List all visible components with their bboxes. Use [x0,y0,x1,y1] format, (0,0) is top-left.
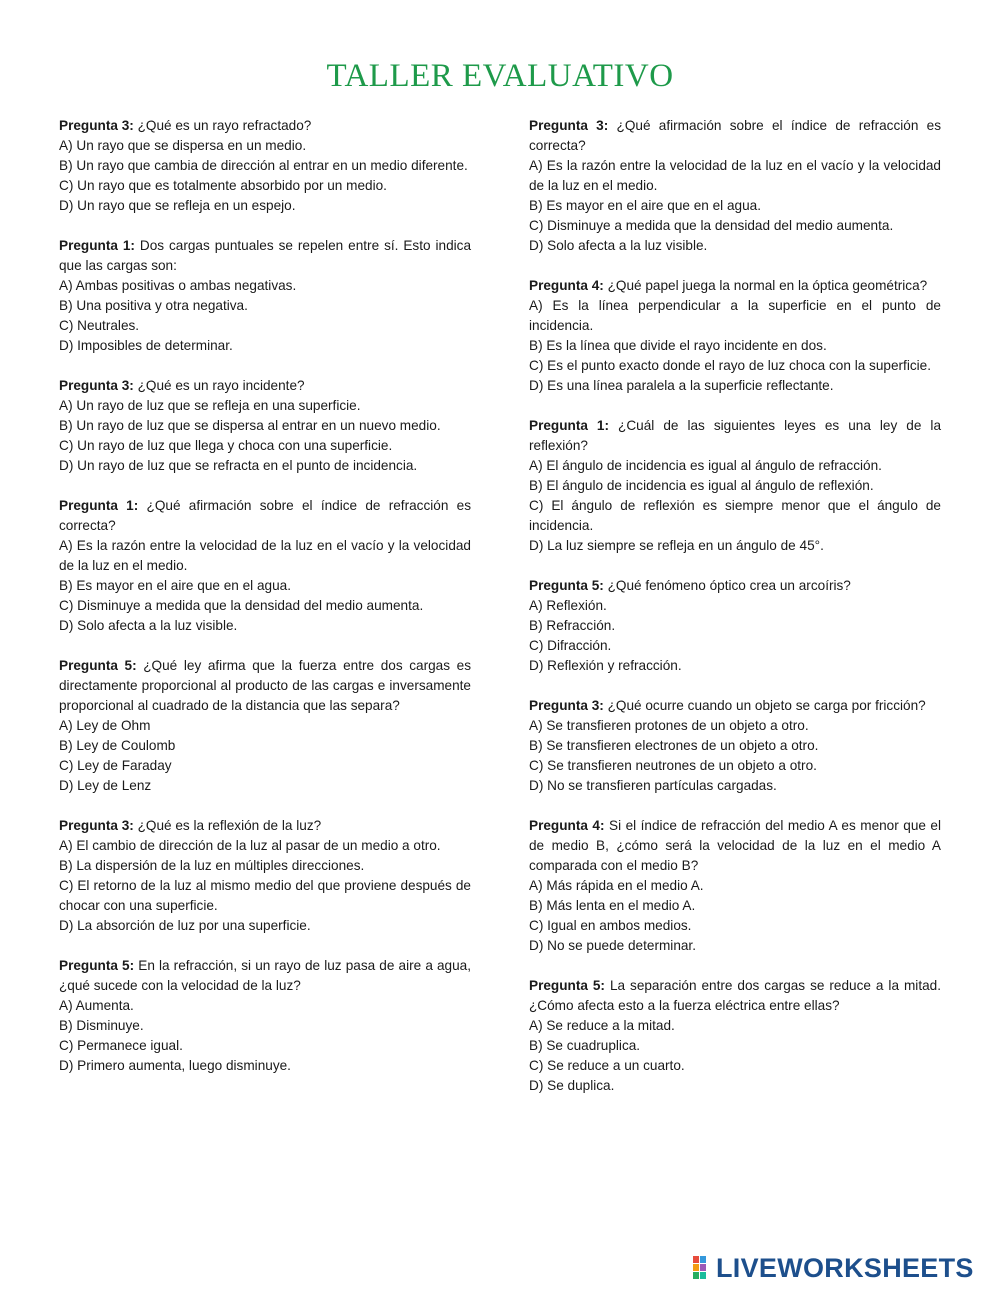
answer-option[interactable]: D) Imposibles de determinar. [59,338,233,353]
answer-option[interactable]: A) El cambio de dirección de la luz al pasar de un medio a otro. [59,838,441,853]
answer-option[interactable]: D) Se duplica. [529,1078,615,1093]
question-prompt [59,116,471,136]
question-label: Pregunta 5: [529,578,604,593]
question-block [529,576,941,676]
answer-option[interactable]: C) Un rayo de luz que llega y choca con una superficie. [59,438,393,453]
question-text: ¿Qué es un rayo refractado? [137,118,312,133]
answer-option[interactable]: D) Un rayo que se refleja en un espejo. [59,198,296,213]
question-block [59,956,471,1076]
liveworksheets-icon [692,1255,714,1281]
question-prompt [529,416,941,456]
question-text: ¿Qué es la reflexión de la luz? [137,818,322,833]
question-prompt [529,116,941,156]
answer-option[interactable]: B) Es la línea que divide el rayo incidente en dos. [529,338,827,353]
question-text: ¿Qué es un rayo incidente? [137,378,305,393]
question-block [59,116,471,216]
question-block [529,696,941,796]
page-title: TALLER EVALUATIVO [326,58,674,94]
question-block [529,276,941,396]
brand-name: LIVEWORKSHEETS [716,1252,974,1283]
answer-option[interactable]: A) Ambas positivas o ambas negativas. [59,278,297,293]
answer-option[interactable]: C) Es el punto exacto donde el rayo de luz choca con la superficie. [529,358,932,373]
question-text: Dos cargas puntuales se repelen entre sí. Esto indica que las cargas son: [59,238,472,273]
question-text: ¿Qué ley afirma que la fuerza entre dos cargas es directamente proporcional al producto de las cargas e inversamente proporcional al cuadrado de la distancia que las separa? [59,658,472,713]
question-label: Pregunta 5: [59,658,137,673]
answer-option[interactable]: B) Se transfieren electrones de un objeto a otro. [529,738,819,753]
answer-option[interactable]: C) Disminuye a medida que la densidad del medio aumenta. [529,218,894,233]
answer-option[interactable]: B) Se cuadruplica. [529,1038,641,1053]
question-block [59,376,471,476]
answer-option[interactable]: D) La luz siempre se refleja en un ángulo de 45°. [529,538,824,553]
question-block [59,236,471,356]
answer-option[interactable]: D) Reflexión y refracción. [529,658,682,673]
answer-option[interactable]: D) Solo afecta a la luz visible. [529,238,708,253]
question-prompt [59,496,471,536]
question-text: Si el índice de refracción del medio A es menor que el de medio B, ¿cómo será la velocidad de la luz en el medio A comparada con el medio B? [529,818,942,873]
answer-option[interactable]: A) Se reduce a la mitad. [529,1018,675,1033]
question-prompt [529,276,941,296]
question-block [529,416,941,556]
question-label: Pregunta 3: [59,118,134,133]
answer-option[interactable]: A) Aumenta. [59,998,134,1013]
answer-option[interactable]: A) Se transfieren protones de un objeto a otro. [529,718,809,733]
answer-option[interactable]: A) El ángulo de incidencia es igual al ángulo de refracción. [529,458,882,473]
answer-option[interactable]: C) Se reduce a un cuarto. [529,1058,685,1073]
question-text: ¿Qué afirmación sobre el índice de refracción es correcta? [529,118,942,153]
question-label: Pregunta 1: [59,238,135,253]
answer-option[interactable]: C) El retorno de la luz al mismo medio del que proviene después de chocar con una superficie. [59,878,471,913]
question-block [59,496,471,636]
answer-option[interactable]: B) Ley de Coulomb [59,738,176,753]
left-column [59,116,471,1096]
answer-option[interactable]: A) Más rápida en el medio A. [529,878,704,893]
answer-option[interactable]: C) Neutrales. [59,318,140,333]
question-text: En la refracción, si un rayo de luz pasa de aire a agua, ¿qué sucede con la velocidad de la luz? [59,958,472,993]
answer-option[interactable]: A) Es la línea perpendicular a la superficie en el punto de incidencia. [529,298,941,333]
question-prompt [529,576,941,596]
question-label: Pregunta 3: [59,378,134,393]
question-text: ¿Qué afirmación sobre el índice de refracción es correcta? [59,498,472,533]
answer-option[interactable]: B) Refracción. [529,618,616,633]
answer-option[interactable]: C) Se transfieren neutrones de un objeto a otro. [529,758,817,773]
answer-option[interactable]: D) Solo afecta a la luz visible. [59,618,238,633]
answer-option[interactable]: B) El ángulo de incidencia es igual al ángulo de reflexión. [529,478,874,493]
question-prompt [59,816,471,836]
question-block [529,816,941,956]
question-prompt [59,236,471,276]
answer-option[interactable]: C) Igual en ambos medios. [529,918,692,933]
answer-option[interactable]: B) Es mayor en el aire que en el agua. [59,578,291,593]
answer-option[interactable]: D) Primero aumenta, luego disminuye. [59,1058,291,1073]
question-text: ¿Qué papel juega la normal en la óptica geométrica? [607,278,928,293]
answer-option[interactable]: D) La absorción de luz por una superficie. [59,918,311,933]
answer-option[interactable]: D) Es una línea paralela a la superficie reflectante. [529,378,834,393]
question-label: Pregunta 3: [529,698,604,713]
question-block [59,816,471,936]
question-block [529,116,941,256]
question-text: La separación entre dos cargas se reduce a la mitad. ¿Cómo afecta esto a la fuerza eléctrica entre ellas? [529,978,941,1013]
answer-option[interactable]: B) Es mayor en el aire que en el agua. [529,198,761,213]
answer-option[interactable]: D) No se transfieren partículas cargadas. [529,778,777,793]
answer-option[interactable]: A) Reflexión. [529,598,607,613]
answer-option[interactable]: C) Disminuye a medida que la densidad del medio aumenta. [59,598,424,613]
answer-option[interactable]: A) Ley de Ohm [59,718,151,733]
question-label: Pregunta 1: [529,418,610,433]
answer-option[interactable]: C) Difracción. [529,638,612,653]
answer-option[interactable]: A) Es la razón entre la velocidad de la luz en el vacío y la velocidad de la luz en el medio. [529,158,941,193]
question-text: ¿Qué fenómeno óptico crea un arcoíris? [607,578,851,593]
question-prompt [529,976,941,1016]
answer-option[interactable]: C) Permanece igual. [59,1038,183,1053]
answer-option[interactable]: D) Ley de Lenz [59,778,152,793]
question-label: Pregunta 4: [529,818,605,833]
answer-option[interactable]: A) Un rayo que se dispersa en un medio. [59,138,307,153]
question-label: Pregunta 4: [529,278,604,293]
question-label: Pregunta 3: [529,118,609,133]
question-block [529,976,941,1096]
answer-option[interactable]: A) Un rayo de luz que se refleja en una superficie. [59,398,361,413]
answer-option[interactable]: D) No se puede determinar. [529,938,696,953]
question-label: Pregunta 3: [59,818,134,833]
question-block [59,656,471,796]
answer-option[interactable]: C) Un rayo que es totalmente absorbido por un medio. [59,178,387,193]
answer-option[interactable]: B) Disminuye. [59,1018,144,1033]
answer-option[interactable]: B) La dispersión de la luz en múltiples direcciones. [59,858,365,873]
right-column [529,116,941,1116]
question-prompt [59,376,471,396]
question-label: Pregunta 5: [59,958,135,973]
answer-option[interactable]: A) Es la razón entre la velocidad de la luz en el vacío y la velocidad de la luz en el medio. [59,538,471,573]
question-text: ¿Qué ocurre cuando un objeto se carga por fricción? [607,698,926,713]
question-text: ¿Cuál de las siguientes leyes es una ley de la reflexión? [529,418,942,453]
liveworksheets-logo[interactable] [692,1253,974,1283]
question-prompt [59,656,471,716]
answer-option[interactable]: C) El ángulo de reflexión es siempre menor que el ángulo de incidencia. [529,498,941,533]
question-label: Pregunta 1: [59,498,139,513]
question-prompt [529,816,941,876]
answer-option[interactable]: C) Ley de Faraday [59,758,172,773]
question-prompt [529,696,941,716]
answer-option[interactable]: B) Un rayo que cambia de dirección al entrar en un medio diferente. [59,158,468,173]
answer-option[interactable]: D) Un rayo de luz que se refracta en el punto de incidencia. [59,458,418,473]
answer-option[interactable]: B) Una positiva y otra negativa. [59,298,248,313]
question-prompt [59,956,471,996]
answer-option[interactable]: B) Más lenta en el medio A. [529,898,696,913]
question-label: Pregunta 5: [529,978,605,993]
answer-option[interactable]: B) Un rayo de luz que se dispersa al entrar en un nuevo medio. [59,418,441,433]
